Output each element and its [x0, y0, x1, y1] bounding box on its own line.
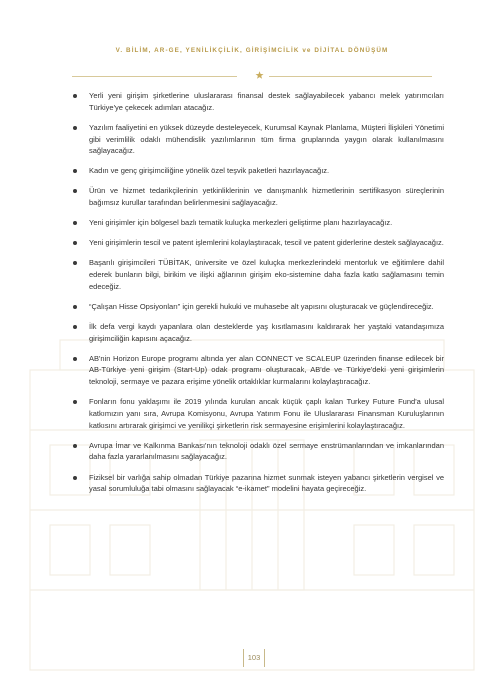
- list-item: [72, 237, 444, 249]
- header-rule-right: [269, 76, 432, 77]
- crescent-star-icon: [239, 63, 267, 87]
- list-item-text: AB'nin Horizon Europe programı altında yer alan CONNECT ve SCALEUP üzerinden finanse edilecek bir AB-Türkiye yeni girişim (Start-Up) odak programı oluşturacak, AB'de ve Türkiye'deki yeni girişimlerin teknoloji, sermaye ve pazara erişime yönelik ortaklıklar kurmalarını kolaylaştıracağız.: [89, 353, 444, 387]
- list-item: [72, 165, 444, 177]
- list-item-text: “Çalışan Hisse Opsiyonları” için gerekli hukuki ve muhasebe alt yapısını oluşturacak ve güçlendireceğiz.: [89, 301, 434, 311]
- bullet-icon: [73, 94, 77, 98]
- list-item: [72, 90, 444, 113]
- page-number: 103: [243, 649, 265, 667]
- bullet-icon: [73, 400, 77, 404]
- list-item: [72, 301, 444, 313]
- list-item: [72, 396, 444, 431]
- list-item-text: Yeni girişimler için bölgesel bazlı tematik kuluçka merkezleri geliştirme planı hazırlayacağız.: [89, 218, 393, 228]
- list-item: [72, 257, 444, 292]
- list-item: [72, 472, 444, 495]
- policy-bullet-list: [72, 90, 444, 503]
- list-item-text: Fonların fonu yaklaşımı ile 2019 yılında kurulan ancak küçük çaplı kalan Turkey Future Fund'a ulusal katkımızın yanı sıra, Avrupa Komisyonu, Avrupa Yatırım Fonu ile Uluslararası Finansman Kuruluşlarının katkısını artırarak girişimci ve yenilikçi şirketlerin risk sermayesine erişimlerini kolaylaştıracağız.: [89, 397, 444, 430]
- list-item: [72, 321, 444, 344]
- bullet-icon: [73, 189, 77, 193]
- list-item-text: Fiziksel bir varlığa sahip olmadan Türkiye pazarına hizmet sunmak isteyen yabancı şirketlerin vergisel ve yasal sorumluluğa tabi olmasını sağlayacak “e-ikamet” modelini hayata geçireceğiz.: [89, 472, 444, 494]
- list-item-text: Kadın ve genç girişimciliğine yönelik özel teşvik paketleri hazırlayacağız.: [89, 166, 330, 176]
- list-item-text: Ürün ve hizmet tedarikçilerinin yetkinliklerinin ve danışmanlık hizmetlerinin sertifikasyon süreçlerinin bağımsız kurullar tarafından belirlenmesini sağlayacağız.: [89, 186, 444, 208]
- bullet-icon: [73, 261, 77, 265]
- list-item: [72, 353, 444, 388]
- bullet-icon: [73, 169, 77, 173]
- bullet-icon: [73, 305, 77, 309]
- list-item: [72, 217, 444, 229]
- list-item-text: Avrupa İmar ve Kalkınma Bankası'nın teknoloji odaklı özel sermaye enstrümanlarından ve imkanlarından daha fazla yararlanılmasını sağlayacağız.: [89, 440, 444, 462]
- bullet-icon: [73, 325, 77, 329]
- list-item-text: Yazılım faaliyetini en yüksek düzeyde desteleyecek, Kurumsal Kaynak Planlama, Müşteri İlişkileri Yönetimi gibi verimlilik odaklı mühendislik yazılımlarının tüm firma gruplarında yaygın olarak kullanılmasını sağlayacağız.: [89, 122, 444, 156]
- bullet-icon: [73, 476, 77, 480]
- bullet-icon: [73, 357, 77, 361]
- list-item: [72, 185, 444, 208]
- bullet-icon: [73, 126, 77, 130]
- bullet-icon: [73, 444, 77, 448]
- bullet-icon: [73, 241, 77, 245]
- list-item: [72, 440, 444, 463]
- header-rule-left: [72, 76, 237, 77]
- bullet-icon: [73, 221, 77, 225]
- list-item-text: Yeni girişimlerin tescil ve patent işlemlerini kolaylaştıracak, tescil ve patent giderlerine destek sağlayacağız.: [89, 238, 444, 248]
- list-item-text: İlk defa vergi kaydı yapanlara olan desteklerde yaş kısıtlamasını kaldırarak her yaştaki vatandaşımıza girişimciliğin kapısını açacağız.: [89, 321, 444, 343]
- section-header: V. BİLİM, AR-GE, YENİLİKÇİLİK, GİRİŞİMCİLİK ve DİJİTAL DÖNÜŞÜM: [115, 47, 389, 54]
- list-item-text: Başarılı girişimcileri TÜBİTAK, üniversite ve özel kuluçka merkezlerindeki mentorluk ve eğitimlere dahil ederek bunların bilgi, birikim ve ilişki ağlarının girişim eko-sistemine daha fazla katkı sağlamasını temin edeceğiz.: [89, 258, 444, 291]
- list-item-text: Yerli yeni girişim şirketlerine uluslararası finansal destek sağlayabilecek yabancı melek yatırımcıları Türkiye'ye çekecek adımları atacağız.: [89, 91, 444, 112]
- list-item: [72, 122, 444, 157]
